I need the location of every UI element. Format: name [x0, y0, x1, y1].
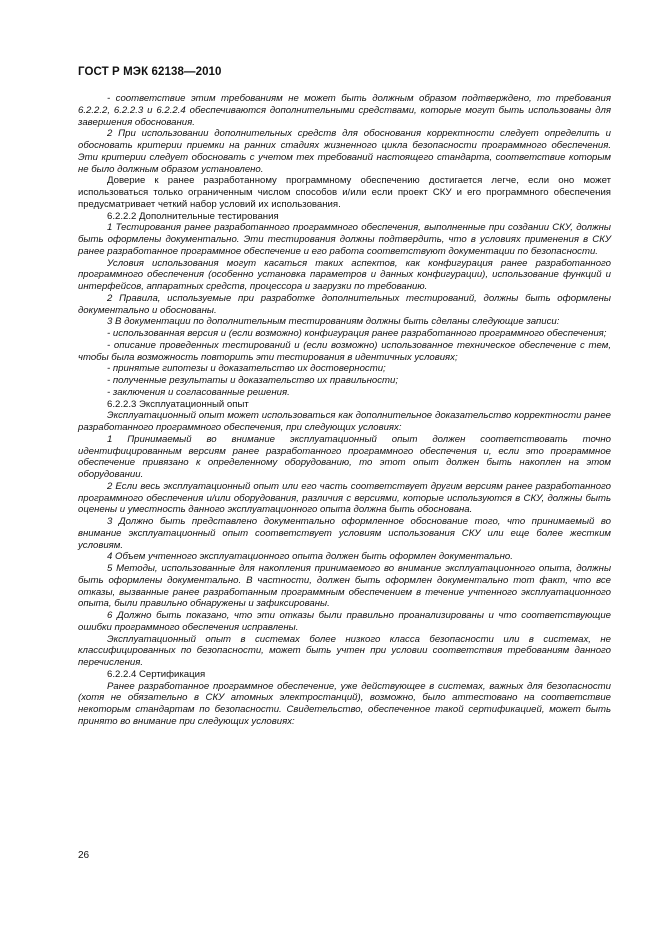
document-header: ГОСТ Р МЭК 62138—2010 [78, 66, 222, 78]
paragraph: - заключения и согласованные решения. [107, 386, 290, 398]
paragraph: - полученные результаты и доказательство их правильности; [107, 375, 399, 386]
paragraph: - принятые гипотезы и доказательство их достоверности; [107, 363, 386, 375]
paragraph: 1 Тестирования ранее разработанного программного обеспечения, выполненные при создании СКУ, должны быть оформлены документально. Эти тестирования должны подтвердить, что в условиях применения в СКУ ранее разработанное программное обеспечение и его работа соответствуют документации по безопасности. [78, 222, 611, 257]
paragraph: 2 При использовании дополнительных средств для обоснования корректности следует определить и обосновать критерии приемки на ранних стадиях жизненного цикла безопасности программного обеспечения. Эти критерии следует обосновать с учетом тех требований настоящего стандарта, соответствие которым не было должным образом установлено. [78, 128, 611, 175]
paragraph: 1 Принимаемый во внимание эксплуатационный опыт должен соответствовать точно идентифицированным версиям ранее разработанного программного обеспечения и, если это программное обеспечение привязано к определенному оборудованию, то этот опыт должен быть накоплен на этом оборудовании. [78, 433, 611, 480]
document-body [78, 93, 611, 728]
section-heading: 6.2.2.4 Сертификация [107, 668, 206, 680]
paragraph: Ранее разработанное программное обеспечение, уже действующее в системах, важных для безопасности (хотя не обязательно в СКУ атомных электростанций), возможно, было аттестовано на соответствие некоторым стандартам по безопасности. Свидетельство, обеспеченное такой сертификацией, может быть принято во внимание при следующих условиях: [78, 680, 611, 727]
paragraph: 2 Если весь эксплуатационный опыт или его часть соответствует другим версиям ранее разработанного программного обеспечения и/или оборудования, различия с версиями, которые используются в СКУ, должны быть оценены и уместность данного эксплуатационного опыта должна быть обоснована. [78, 480, 611, 516]
paragraph: - описание проведенных тестирований и (если возможно) использованное техническое обеспечение с тем, чтобы была возможность повторить эти тестирования в идентичных условиях; [78, 339, 611, 363]
paragraph: - использованная версия и (если возможно) конфигурация ранее разработанного программного обеспечения; [107, 328, 607, 339]
paragraph: Эксплуатационный опыт может использоваться как дополнительное доказательство корректности ранее разработанного программного обеспечения, при следующих условиях: [78, 410, 611, 433]
paragraph: 5 Методы, использованные для накопления принимаемого во внимание эксплуатационного опыта, должны быть оформлены документально. В частности, должен быть оформлен документально тот факт, что все отказы, вызванные ранее разработанным программным обеспечением в течение учтенного эксплуатационного опыта, были правильно обнаружены и зафиксированы. [78, 563, 611, 610]
paragraph: 6 Должно быть показано, что эти отказы были правильно проанализированы и что соответствующие ошибки программного обеспечения исправлены. [78, 610, 611, 633]
paragraph: 3 Должно быть представлено документально оформленное обоснование того, что принимаемый во внимание эксплуатационный опыт соответствует условиям использования СКУ или еще более жестким условиям. [78, 516, 611, 551]
paragraph: - соответствие этим требованиям не может быть должным образом подтверждено, то требования 6.2.2.2, 6.2.2.3 и 6.2.2.4 обеспечиваются дополнительными средствами, которые могут быть использованы для завершения обоснования. [78, 93, 611, 128]
paragraph: Эксплуатационный опыт в системах более низкого класса безопасности или в системах, не классифицированных по безопасности, может быть учтен при условии соответствия требованиям данного перечисления. [78, 633, 611, 668]
page-number: 26 [78, 850, 90, 861]
paragraph: 4 Объем учтенного эксплуатационного опыта должен быть оформлен документально. [107, 551, 513, 563]
section-heading: 6.2.2.2 Дополнительные тестирования [107, 210, 279, 222]
section-heading: 6.2.2.3 Эксплуатационный опыт [107, 398, 249, 410]
paragraph: 3 В документации по дополнительным тестированиям должны быть сделаны следующие записи: [107, 316, 560, 328]
paragraph: Условия использования могут касаться таких аспектов, как конфигурация ранее разработанного программного обеспечения (особенно установка параметров и данных конфигурации), использование функций и интерфейсов, аппаратных средств, процессора и загрузки по требованию. [78, 257, 611, 292]
paragraph: 2 Правила, используемые при разработке дополнительных тестирований, должны быть оформлены документально и обоснованы. [78, 292, 611, 316]
paragraph: Доверие к ранее разработанному программному обеспечению достигается легче, если оно может использоваться только ограниченным числом способов и/или если проект СКУ и его программного обеспечения предусматривает четкий набор условий их использования. [78, 175, 611, 210]
